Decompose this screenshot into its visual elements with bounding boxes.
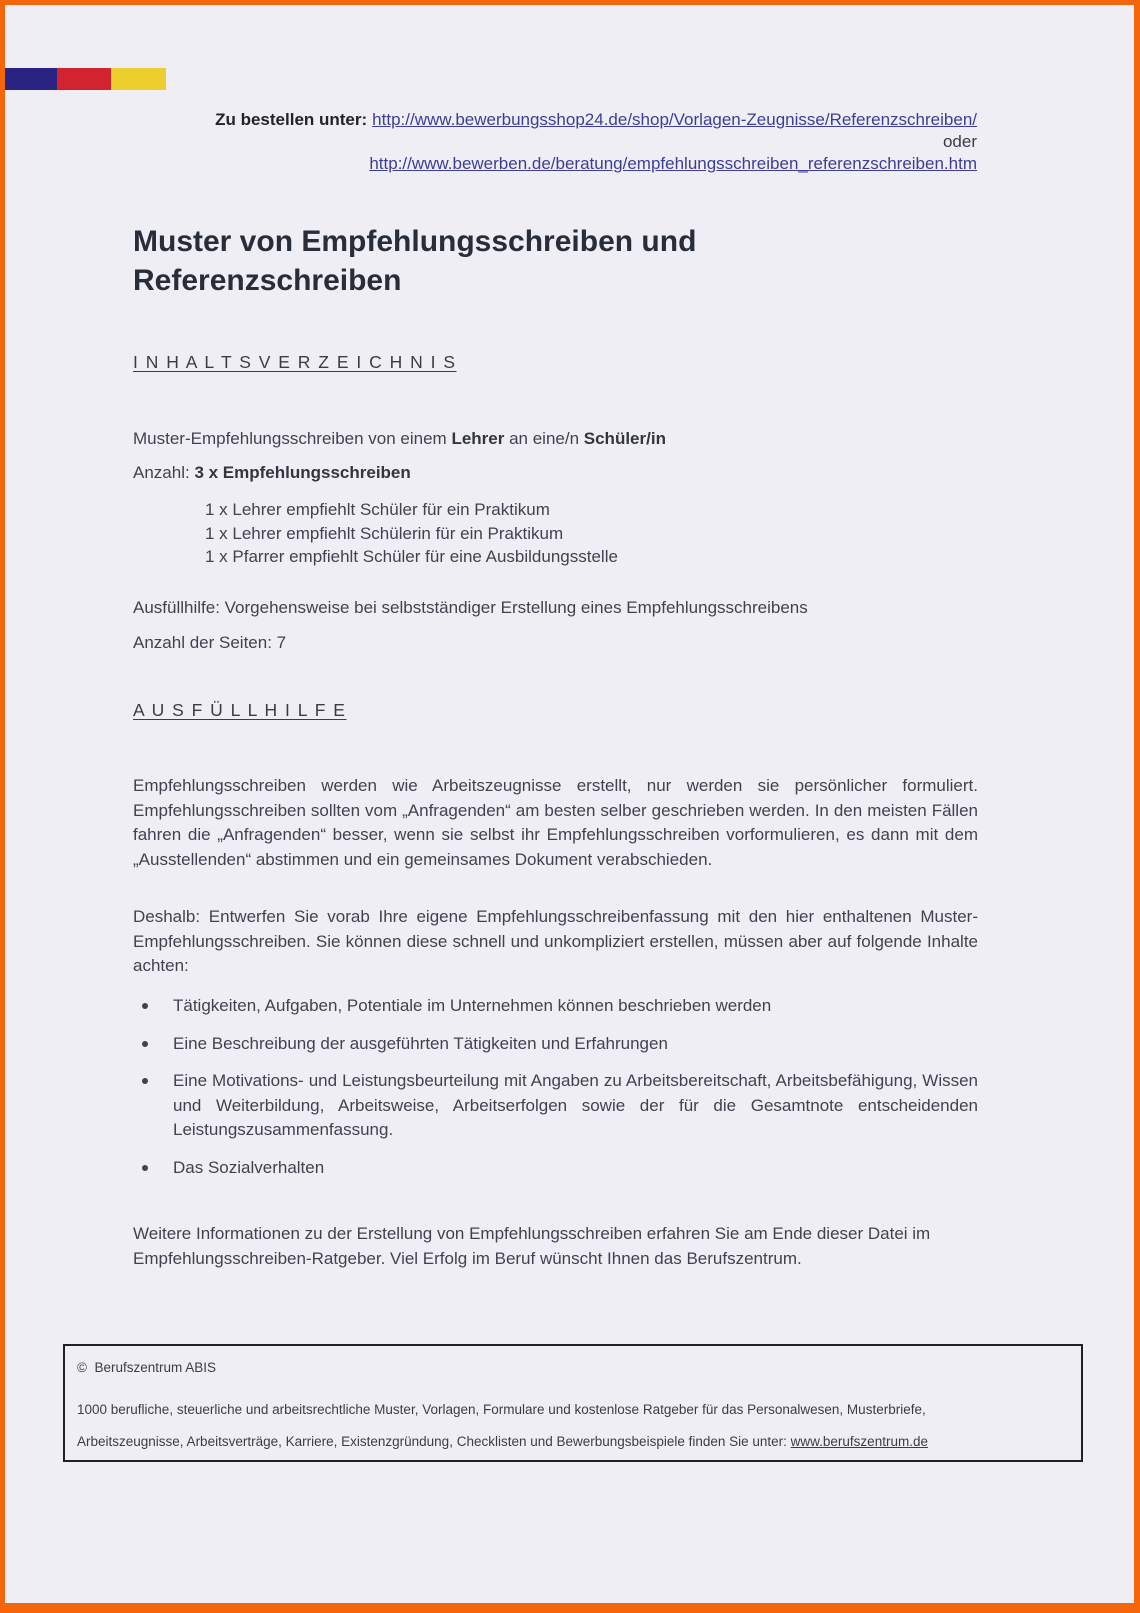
footer-line-2 [77, 1426, 1067, 1458]
toc-description-line [133, 429, 666, 449]
brand-flag [5, 68, 166, 90]
page-title: Muster von Empfehlungsschreiben und Referenzschreiben [133, 225, 697, 297]
flag-red-bar [57, 68, 111, 90]
toc-count-line [133, 463, 411, 483]
toc-count-label: Anzahl: [133, 463, 195, 482]
bullet-icon [142, 1165, 148, 1171]
toc-description-pre: Muster-Empfehlungsschreiben von einem [133, 429, 452, 448]
fillhelp-paragraph-1: Empfehlungsschreiben werden wie Arbeitszeugnisse erstellt, nur werden sie persönlicher formuliert. Empfehlungsschreiben sollten vom „Anfragenden“ am besten selber geschrieben werden. In den meisten Fällen fahren die „Anfragenden“ besser, wenn sie selbst ihr Empfehlungsschreiben vorformulieren, es dann mit dem „Ausstellenden“ abstimmen und ein gemeinsames Dokument verabschieden. [133, 776, 978, 869]
toc-item: 1 x Lehrer empfiehlt Schülerin für ein Praktikum [205, 523, 564, 543]
list-item [133, 1069, 978, 1143]
flag-navy-bar [5, 68, 57, 90]
closing-paragraph: Weitere Informationen zu der Erstellung von Empfehlungsschreiben erfahren Sie am Ende dieser Datei im Empfehlungsschreiben-Ratgeber. Viel Erfolg im Beruf wünscht Ihnen das Berufszentrum. [133, 1224, 931, 1268]
order-line-1 [105, 109, 977, 131]
order-links-block [105, 109, 977, 175]
fillhelp-heading: A U S F Ü L L H I L F E [133, 700, 347, 720]
copyright-text: © Berufszentrum ABIS [77, 1360, 217, 1375]
fillhelp-bullet-list [133, 994, 978, 1193]
footer-description [77, 1394, 1067, 1458]
toc-count-value: 3 x Empfehlungsschreiben [194, 463, 411, 482]
footer-line-2-text: Arbeitszeugnisse, Arbeitsverträge, Karriere, Existenzgründung, Checklisten und Bewerbungsbeispiele finden Sie unter: [77, 1434, 791, 1449]
footer-info-box [63, 1344, 1083, 1462]
list-item-text: Eine Motivations- und Leistungsbeurteilung mit Angaben zu Arbeitsbereitschaft, Arbeitsbefähigung, Wissen und Weiterbildung, Arbeitsweise, Arbeitserfolgen sowie der für die Gesamtnote entscheidenden Leistungszusammenfassung. [173, 1071, 978, 1139]
bullet-icon [142, 1078, 148, 1084]
list-item-text: Das Sozialverhalten [173, 1157, 325, 1177]
shop-link[interactable]: http://www.bewerbungsshop24.de/shop/Vorlagen-Zeugnisse/Referenzschreiben/ [372, 110, 977, 129]
flag-yellow-bar [111, 68, 166, 90]
footer-line-1: 1000 berufliche, steuerliche und arbeitsrechtliche Muster, Vorlagen, Formulare und kostenlose Ratgeber für das Personalwesen, Musterbriefe, [77, 1402, 926, 1417]
toc-item-list [205, 498, 618, 569]
list-item-text: Eine Beschreibung der ausgeführten Tätigkeiten und Erfahrungen [173, 1033, 668, 1053]
toc-description-bold-lehrer: Lehrer [451, 429, 505, 448]
advice-link[interactable]: http://www.bewerben.de/beratung/empfehlungsschreiben_referenzschreiben.htm [369, 154, 977, 173]
berufszentrum-link[interactable]: www.berufszentrum.de [790, 1434, 928, 1449]
order-or-text: oder [942, 132, 977, 151]
fillhelp-paragraph-2: Deshalb: Entwerfen Sie vorab Ihre eigene Empfehlungsschreibenfassung mit den hier enthaltenen Muster-Empfehlungsschreiben. Sie können diese schnell und unkompliziert erstellen, müssen aber auf folgende Inhalte achten: [133, 907, 978, 975]
toc-description-bold-schueler: Schüler/in [583, 429, 666, 448]
toc-item: 1 x Pfarrer empfiehlt Schüler für eine Ausbildungsstelle [205, 547, 618, 566]
list-item [133, 1032, 978, 1057]
order-label: Zu bestellen unter: [215, 110, 368, 129]
toc-pagecount-line: Anzahl der Seiten: 7 [133, 633, 287, 652]
bullet-icon [142, 1003, 148, 1009]
toc-fillhelp-line: Ausfüllhilfe: Vorgehensweise bei selbstständiger Erstellung eines Empfehlungsschreibens [133, 598, 808, 617]
toc-item: 1 x Lehrer empfiehlt Schüler für ein Praktikum [205, 500, 550, 519]
bullet-icon [142, 1041, 148, 1047]
toc-description-mid: an eine/n [504, 429, 584, 448]
order-line-2 [105, 153, 977, 175]
list-item [133, 1156, 978, 1181]
paper-sheet [5, 5, 1134, 1603]
list-item-text: Tätigkeiten, Aufgaben, Potentiale im Unternehmen können beschrieben werden [173, 996, 772, 1015]
list-item [133, 994, 978, 1019]
toc-heading: I N H A L T S V E R Z E I C H N I S [133, 352, 457, 372]
